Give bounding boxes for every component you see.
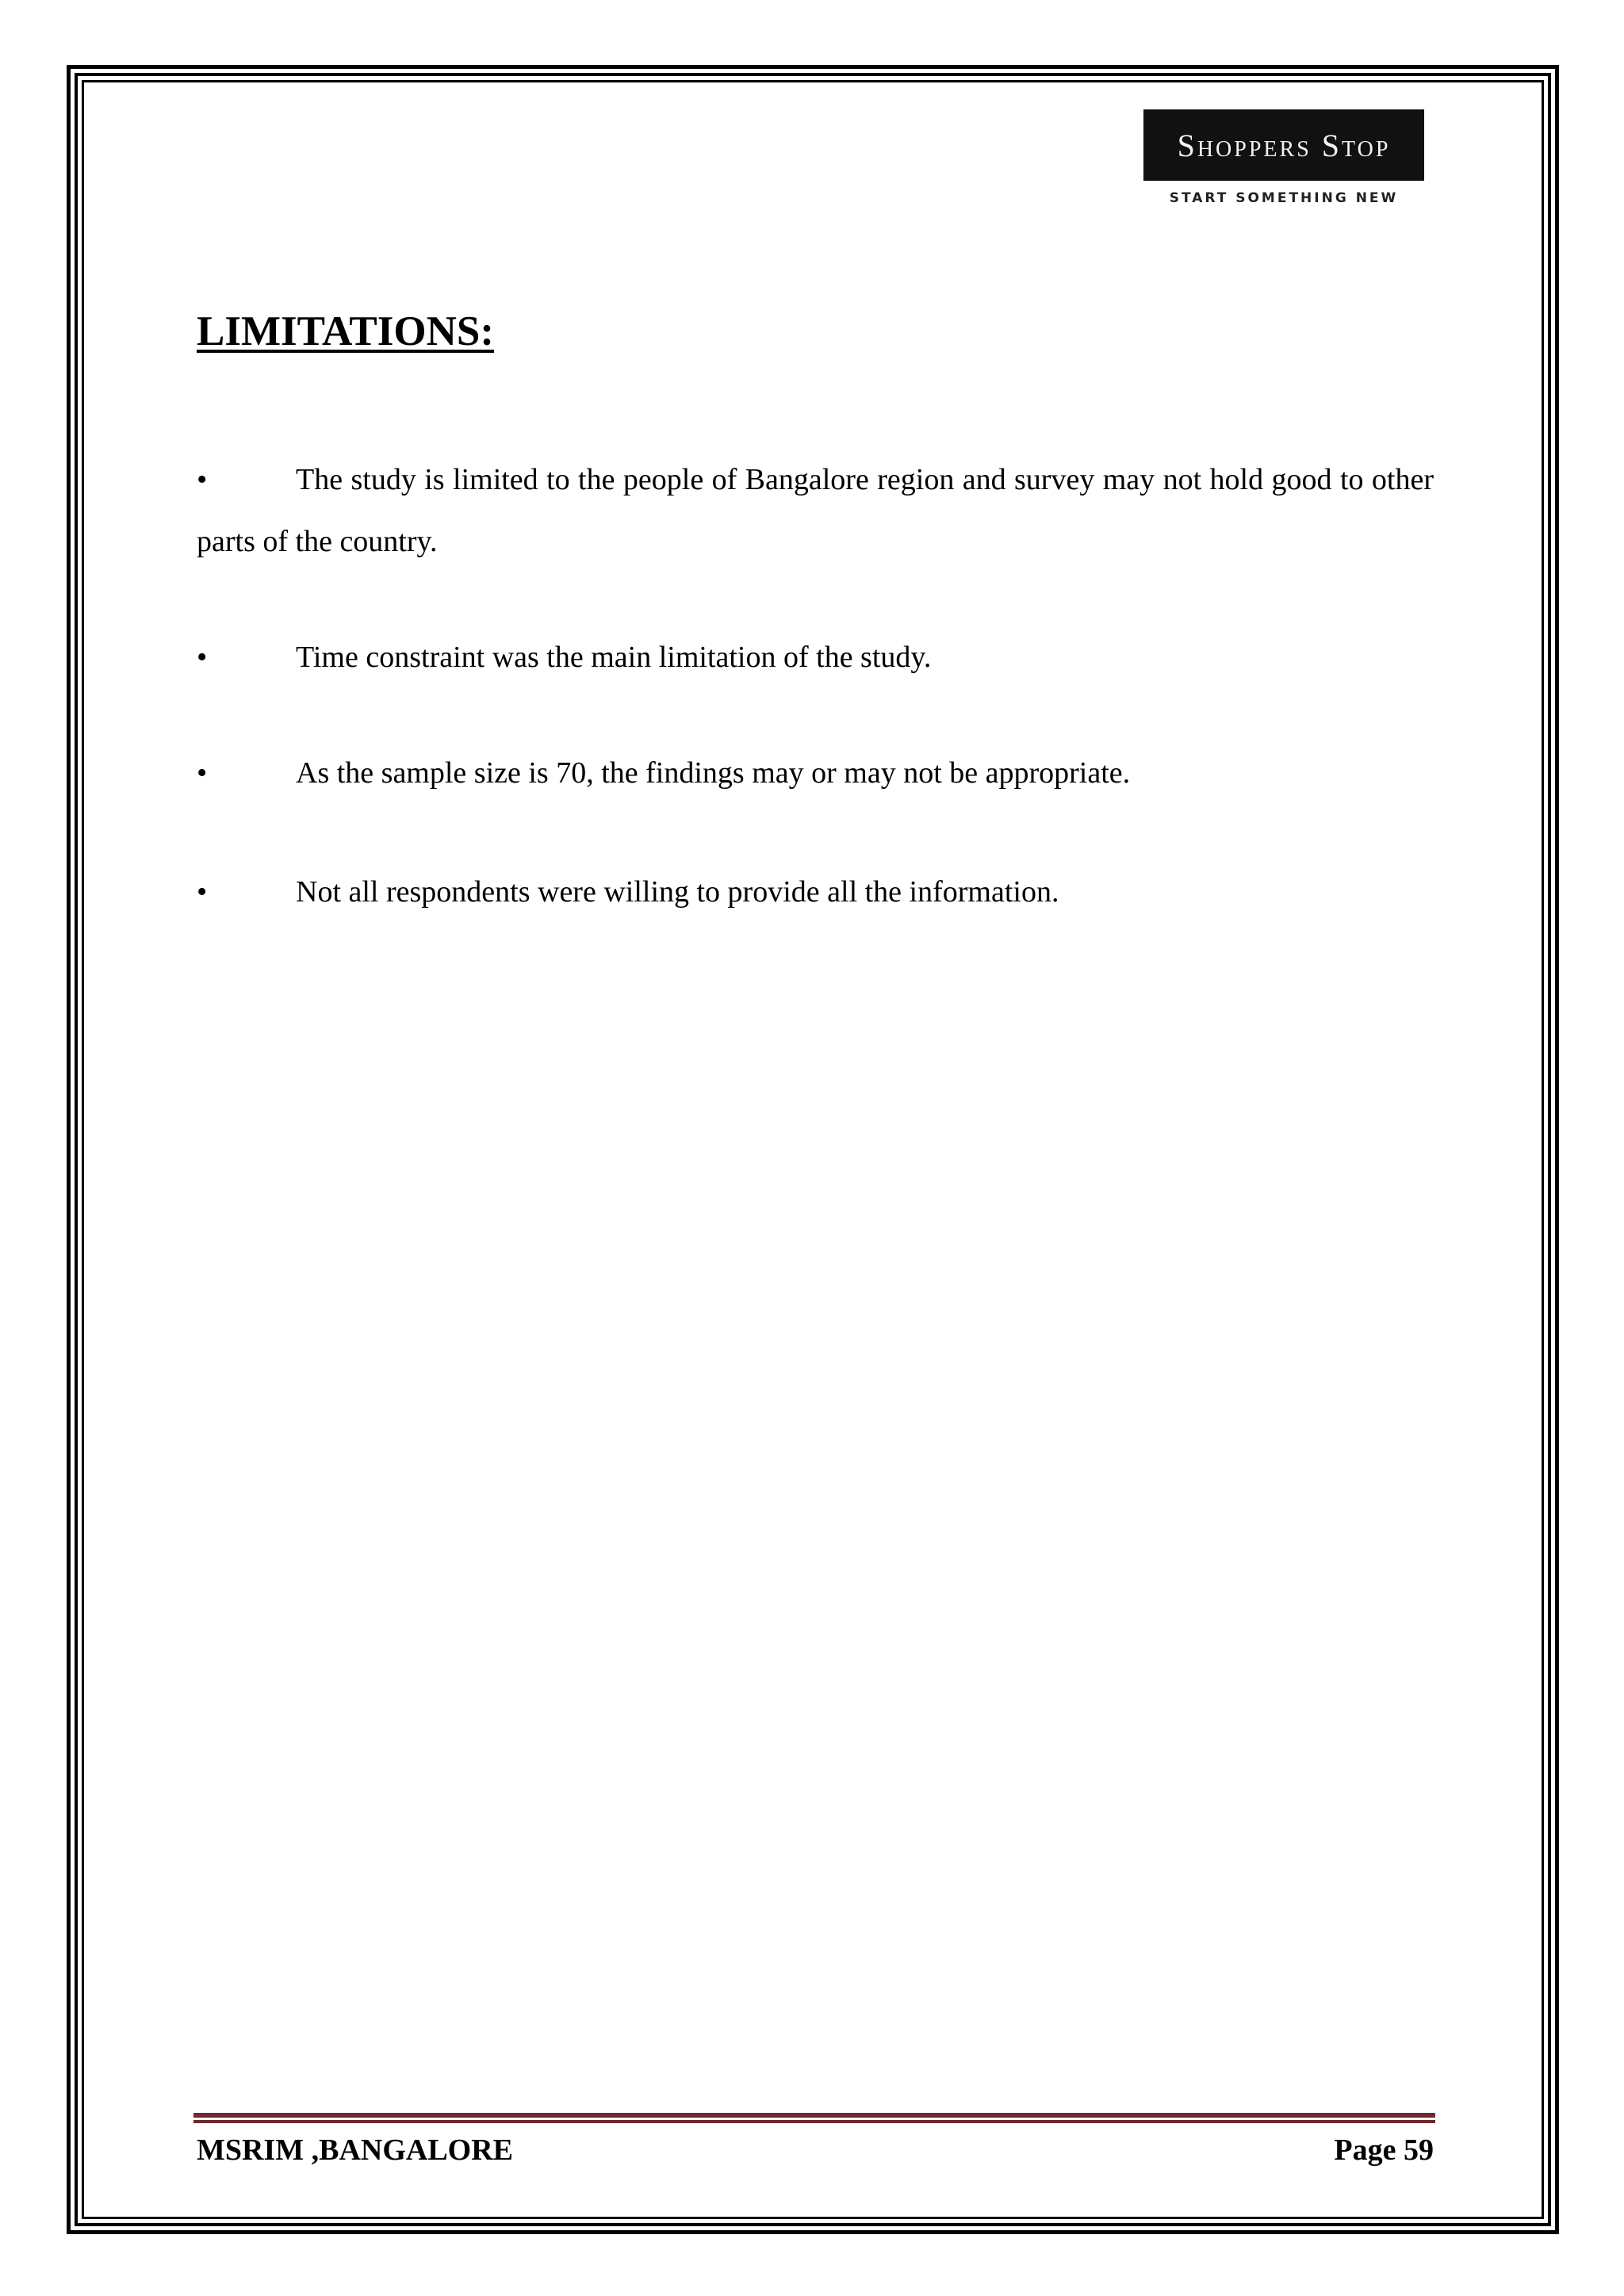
bullet-icon: • <box>197 641 208 674</box>
list-item-text: Not all respondents were willing to provide all the information. <box>296 875 1059 909</box>
list-item <box>197 626 1434 688</box>
footer-divider <box>193 2113 1435 2123</box>
page-number: Page 59 <box>1334 2133 1434 2167</box>
logo-tagline: START SOMETHING NEW <box>1169 190 1399 206</box>
logo-wordmark: Shoppers Stop <box>1143 109 1424 181</box>
list-item-text: Time constraint was the main limitation of the study. <box>296 641 932 674</box>
list-item <box>197 742 1434 804</box>
bullet-icon: • <box>197 875 208 909</box>
section-heading: LIMITATIONS: <box>197 308 494 354</box>
bullet-icon: • <box>197 756 208 790</box>
list-item-text: As the sample size is 70, the findings may or may not be appropriate. <box>296 756 1131 790</box>
footer-institution: MSRIM ,BANGALORE <box>197 2133 514 2167</box>
list-item-text: The study is limited to the people of Bangalore region and survey may not hold good to other parts of the country. <box>197 463 1434 558</box>
limitations-list <box>197 449 1434 923</box>
list-item <box>197 861 1434 923</box>
bullet-icon: • <box>197 463 208 496</box>
shoppers-stop-logo <box>1143 109 1424 206</box>
list-item <box>197 449 1434 572</box>
page-border-inner <box>82 80 1544 2219</box>
